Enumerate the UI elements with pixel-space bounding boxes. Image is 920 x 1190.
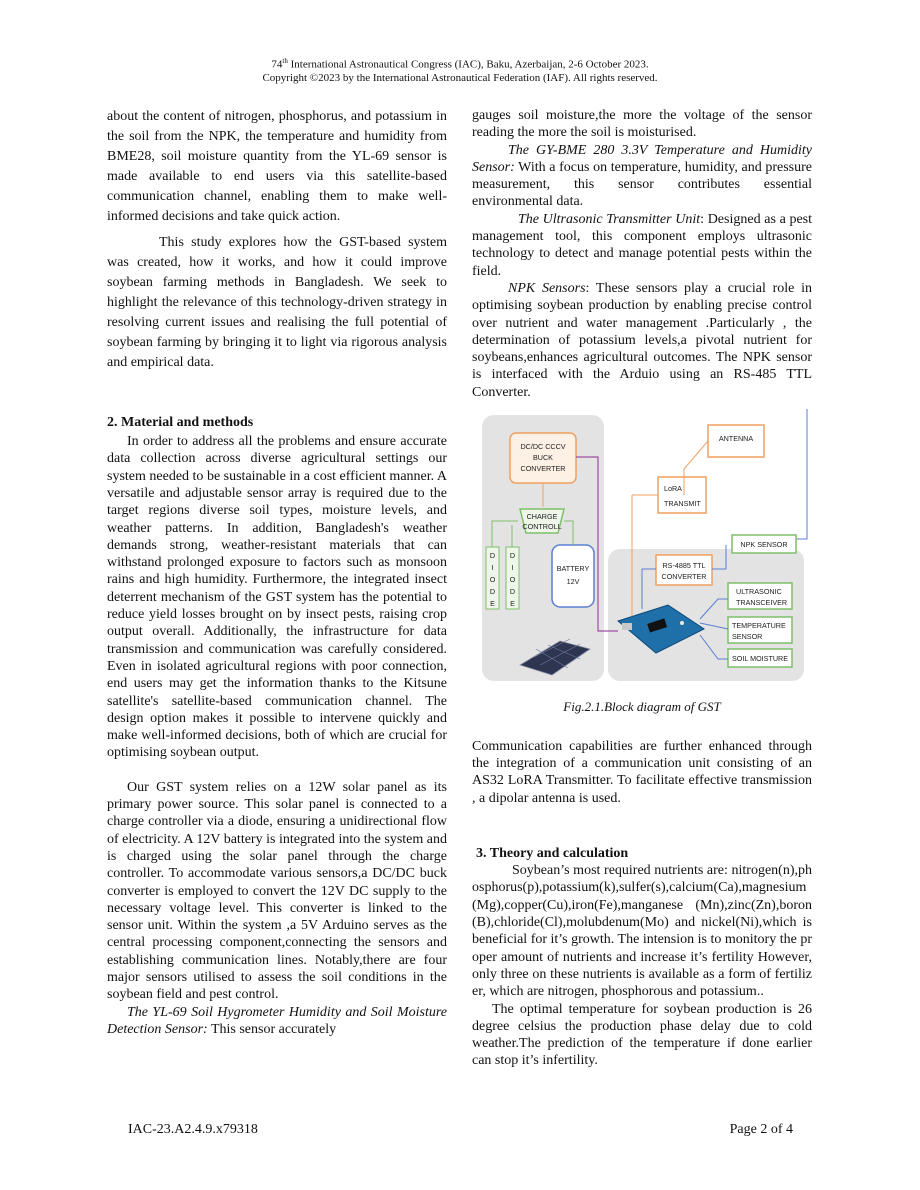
header-conference: International Astronautical Congress (IAC), Baku, Azerbaijan, 2-6 October 2023. (287, 58, 649, 71)
paragraph-text: This sensor accurately (207, 1021, 337, 1037)
paragraph (472, 211, 812, 280)
block-diagram (472, 409, 812, 685)
section-heading-theory: 3. Theory and calculation (476, 845, 629, 861)
paragraph: about the content of nitrogen, phosphorus, and potassium in the soil from the NPK, the temperature and humidity from BME28, soil moisture quantity from the YL-69 sensor is made available to end users via this satellite-based communication channel, enabling them to make well-informed decisions and take quick action. (107, 109, 447, 224)
sensor-term: The Ultrasonic Transmitter Unit (518, 211, 701, 227)
dcdc-label: DC/DC CCCV (520, 442, 566, 452)
conference-header (0, 55, 920, 85)
connector-line (764, 409, 807, 539)
header-line-1 (0, 55, 920, 72)
diode-letter: D (509, 587, 516, 597)
battery-box (552, 545, 594, 607)
diode-letter: D (489, 551, 496, 561)
rs485-label: RS-4885 TTL (662, 561, 706, 571)
rs485-label: CONVERTER (661, 572, 707, 582)
charge-label: CONTROLL (522, 522, 562, 532)
charge-label: CHARGE (526, 512, 558, 522)
paragraph: Communication capabilities are further enhanced through the integration of a communication unit consisting of an AS32 LoRA Transmitter. To facilitate effective transmission , a dipolar antenna is used. (472, 738, 812, 806)
right-column (472, 107, 812, 1070)
npk-label: NPK SENSOR (740, 540, 788, 550)
lora-label: TRANSMIT (664, 499, 701, 509)
paragraph: The optimal temperature for soybean production is 26 degree celsius the production phase delay due to cold weather.The prediction of the temperature if done earlier can stop it’s infertility. (472, 1001, 812, 1069)
dcdc-label: BUCK (533, 453, 553, 463)
left-column (107, 107, 447, 1038)
diode-letter: O (489, 575, 496, 585)
soil-label: SOIL MOISTURE (731, 654, 789, 664)
sensor-term: The YL-69 Soil Hygrometer Humidity and Soil Moisture Detection Sensor: (107, 1004, 447, 1037)
ultrasonic-label: TRANSCEIVER (736, 598, 788, 608)
lora-label: LoRA (664, 484, 682, 494)
paragraph-text: : Designed as a pest management tool, this component employs ultrasonic technology to detect and manage potential pests within the field. (472, 211, 812, 279)
diode-letter: D (489, 587, 496, 597)
diode-letter: I (511, 563, 514, 573)
sensor-term: NPK Sensors (508, 280, 586, 296)
header-edition: 74 (271, 58, 283, 71)
paragraph (107, 1004, 447, 1039)
page-number: Page 2 of 4 (729, 1122, 793, 1137)
diode-letter: I (491, 563, 494, 573)
paragraph: Our GST system relies on a 12W solar panel as its primary power source. This solar panel is connected to a charge controller via a diode, ensuring a unidirectional flow of electricity. A 12V battery is integrated into the system and is charged using the solar panel through the charge controller. To accommodate various sensors,a DC/DC buck converter is employed to convert the 12V DC supply to the necessary voltage level. This converter is linked to the sensor unit. Within the system ,a 5V Arduino serves as the central processing component,connecting the sensors and establishing communication lines. Notably,there are four major sensors utilised to assess the soil conditions in the soybean field and pest control. (107, 779, 447, 1003)
paper-id: IAC-23.A2.4.9.x79318 (128, 1122, 258, 1137)
diode-letter: D (509, 551, 516, 561)
diode-letter: O (509, 575, 516, 585)
battery-label: BATTERY (556, 564, 590, 574)
header-ordinal: th (282, 57, 288, 65)
figure-block-diagram (472, 409, 812, 716)
figure-caption: Fig.2.1.Block diagram of GST (563, 699, 721, 715)
paragraph: Soybean’s most required nutrients are: nitrogen(n),phosphorus(p),potassium(k),sulfer(s),calcium(Ca),magnesium(Mg),copper(Cu),iron(Fe),manganese (Mn),zinc(Zn),boron(B),chloride(Cl),molubdenum(Mo) and nickel(Ni),which is beneficial for it’s growth. The intension is to monitory the proper amount of nutrients and increase it’s fertility However, only three on these nutrients is available as a form of fertilizer, which are nitrogen, phosphorous and potassium.. (472, 863, 812, 1000)
diode-letter: E (490, 599, 495, 609)
paragraph-text: : These sensors play a crucial role in optimising soybean production by enabling precise control over nutrient and water management .Particularly , the determination of potassium levels,a pivotal nutrient for soybeans,enhances agricultural outcomes. The NPK sensor is interfaced with the Arduio using an RS-485 TTL Converter. (472, 280, 812, 400)
paragraph-text: With a focus on temperature, humidity, and pressure measurement, this sensor contributes essential environmental data. (472, 159, 812, 210)
paragraph: This study explores how the GST-based system was created, how it works, and how it could improve soybean farming methods in Bangladesh. We seek to highlight the relevance of this technology-driven strategy in resolving current issues and realising the full potential of soybean farming by bringing it to light via rigorous analysis and empirical data. (107, 235, 447, 370)
temperature-label: SENSOR (732, 632, 763, 642)
paragraph (472, 280, 812, 401)
paragraph (472, 142, 812, 211)
paragraph: In order to address all the problems and ensure accurate data collection across diverse agricultural settings our system needed to be sustainable in a cost efficient manner. A versatile and adjustable sensor array is required due to the target regions diverse soil types, moisture levels, and weather patterns. In addition, Bangladesh's weather demands strong, weather-resistant materials that can withstand prolonged exposure to factors such as monsoon rains and high humidity. Furthermore, the integrated insect deterrent mechanism of the GST system has the potential to reduce yield losses brought on by insect pests, raising crop output overall. Additionally, the infrastructure for data transmission and communication was carefully considered. Even in isolated agricultural regions with poor connection, end users may get the information thanks to the Kitsune satellite's satellite-based communication channel. The design option makes it possible to intervene quickly and make well-informed decisions, both of which are crucial for optimising soybean output. (107, 434, 447, 761)
dcdc-label: CONVERTER (520, 464, 566, 474)
diode-letter: E (510, 599, 515, 609)
temperature-label: TEMPERATURE (732, 621, 786, 631)
battery-label: 12V (566, 577, 580, 587)
header-line-2: Copyright ©2023 by the International Astronautical Federation (IAF). All rights reserved. (262, 71, 658, 84)
sensor-term: The GY-BME 280 3.3V Temperature and Humidity Sensor: (472, 142, 812, 175)
paragraph: gauges soil moisture,the more the voltage of the sensor reading the more the soil is moisturised. (472, 108, 812, 141)
section-heading-materials: 2. Material and methods (107, 414, 254, 430)
antenna-label: ANTENNA (718, 434, 754, 444)
ultrasonic-label: ULTRASONIC (736, 587, 782, 597)
